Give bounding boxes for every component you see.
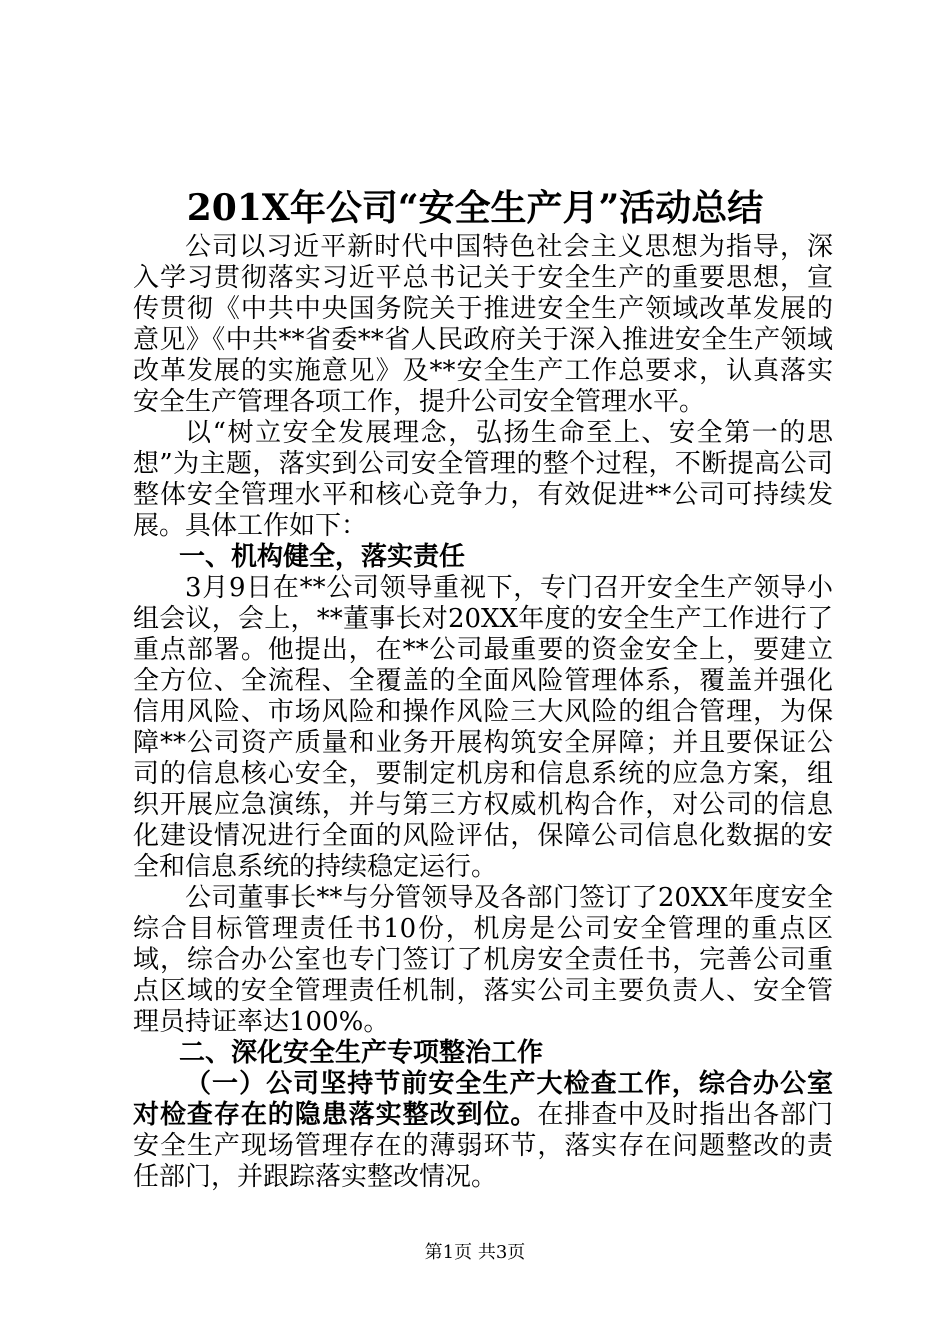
document-body (133, 232, 833, 1193)
paragraph-meeting: 3月9日在**公司领导重视下，专门召开安全生产领导小组会议，会上，**董事长对20XX年度的安全生产工作进行了重点部署。他提出，在**公司最重要的资金安全上，要建立全方位、全流程、全覆盖的全面风险管理体系，覆盖并强化信用风险、市场风险和操作风险三大风险的组合管理，为保障**公司资产质量和业务开展构筑安全屏障；并且要保证公司的信息核心安全，要制定机房和信息系统的应急方案，组织开展应急演练，并与第三方权威机构合作，对公司的信息化建设情况进行全面的风险评估，保障公司信息化数据的安全和信息系统的持续稳定运行。 (133, 573, 833, 882)
paragraph-inspection-lead: （一）公司坚持节前安全生产大检查工作，综合办公室对检查存在的隐患落实整改到位。 (133, 1069, 833, 1130)
paragraph-inspection-rest: 在排查中及时指出各部门安全生产现场管理存在的薄弱环节，落实存在问题整改的责任部门，并跟踪落实整改情况。 (133, 1100, 833, 1192)
paragraph-responsibility: 公司董事长**与分管领导及各部门签订了20XX年度安全综合目标管理责任书10份，机房是公司安全管理的重点区域，综合办公室也专门签订了机房安全责任书，完善公司重点区域的安全管理责任机制，落实公司主要负责人、安全管理员持证率达100%。 (133, 883, 833, 1037)
section-heading-2: 二、深化安全生产专项整治工作 (179, 1038, 544, 1068)
page-footer: 第1页 共3页 (424, 1242, 526, 1263)
document-title: 201X年公司“安全生产月”活动总结 (186, 187, 764, 229)
paragraph-theme: 以“树立安全发展理念，弘扬生命至上、安全第一的思想”为主题，落实到公司安全管理的整个过程，不断提高公司整体安全管理水平和核心竞争力，有效促进**公司可持续发展。具体工作如下： (133, 418, 833, 541)
paragraph-intro: 公司以习近平新时代中国特色社会主义思想为指导，深入学习贯彻落实习近平总书记关于安全生产的重要思想，宣传贯彻《中共中央国务院关于推进安全生产领域改革发展的意见》《中共**省委**省人民政府关于深入推进安全生产领域改革发展的实施意见》及**安全生产工作总要求，认真落实安全生产管理各项工作，提升公司安全管理水平。 (133, 232, 833, 417)
paragraph-inspection (133, 1069, 833, 1193)
section-heading-1: 一、机构健全，落实责任 (179, 542, 466, 572)
